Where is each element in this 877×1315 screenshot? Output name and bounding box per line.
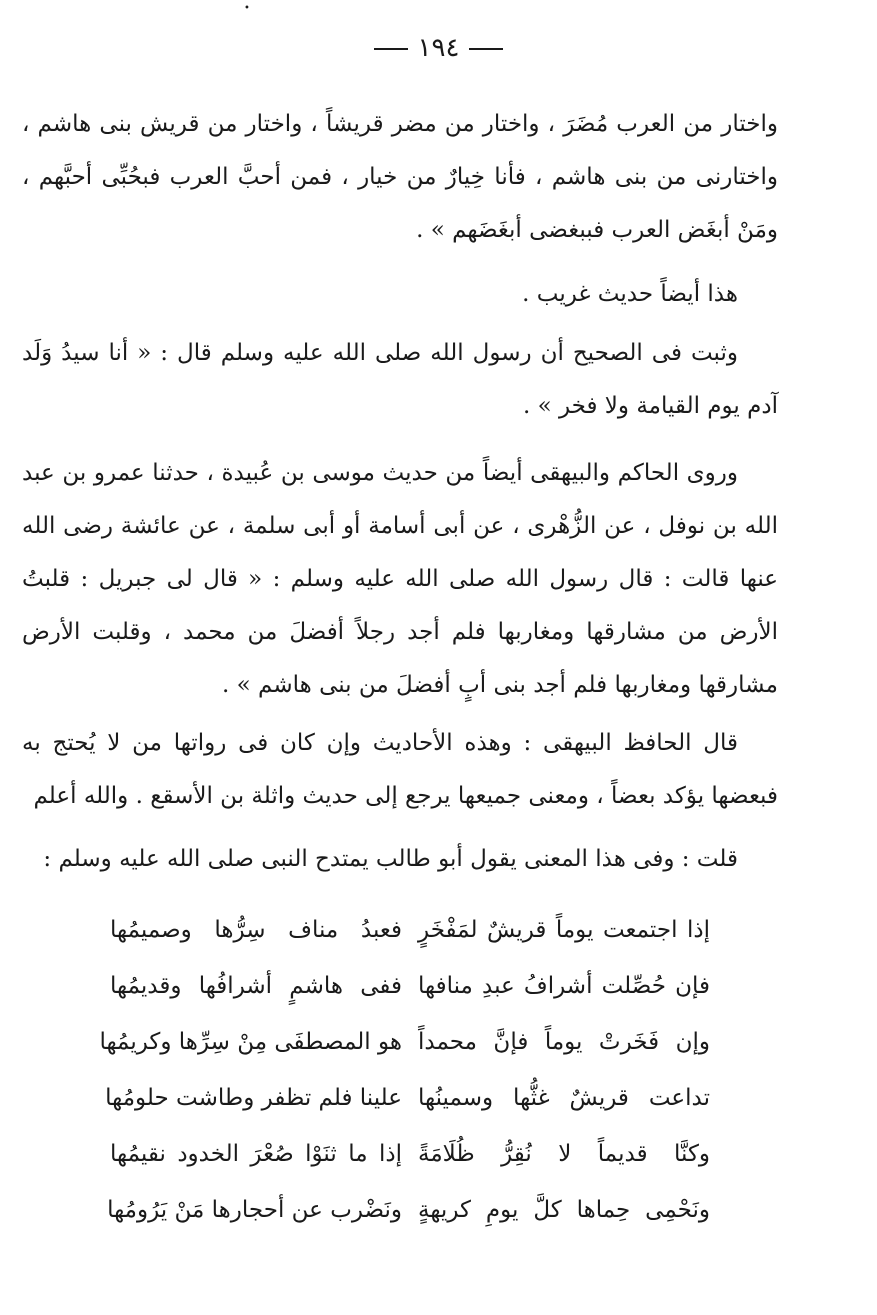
page-header: [0, 30, 877, 66]
print-speck: •: [244, 3, 250, 14]
poem-verse: [99, 1014, 710, 1070]
poem-verse: [110, 958, 710, 1014]
paragraph-gharib-note: هذا أيضاً حديث غريب .: [522, 281, 738, 307]
verse-second-hemistich: ففى هاشمٍ أشرافُها وقديمُها: [110, 973, 402, 999]
poem-verse: [105, 1070, 710, 1126]
paragraph-sayyid-hadith: وثبت فى الصحيح أن رسول الله صلى الله عليه وسلم قال : « أنا سيدُ وَلَد آدم يوم القيامة ولا فخر » .: [22, 340, 778, 419]
verse-first-hemistich: تداعت قريشٌ غثُّها وسمينُها: [418, 1085, 710, 1111]
page-number: ١٩٤: [417, 33, 460, 63]
paragraph-hadith-end: واختار من العرب مُضَرَ ، واختار من مضر قريشاً ، واختار من قريش بنى هاشم ، واختارنى من بنى هاشم ، فأنا خِيارٌ من خيار ، فمن أحبَّ العرب فبحُبِّى أحبَّهم ، ومَنْ أبغَض العرب فببغضى أبغَضَهم » .: [22, 111, 779, 243]
poem-verse: [110, 1126, 710, 1182]
poem-verse: [107, 1182, 710, 1238]
verse-second-hemistich: علينا فلم تظفر وطاشت حلومُها: [105, 1085, 402, 1111]
verse-first-hemistich: فإن حُصِّلت أشرافُ عبدِ منافها: [418, 973, 710, 999]
verse-first-hemistich: وكنَّا قديماً لا نُقِرُّ ظُلَامَةً: [418, 1141, 710, 1167]
verse-second-hemistich: إذا ما ثنَوْا صُعْرَ الخدود نقيمُها: [110, 1141, 402, 1167]
header-dash-left: [374, 48, 408, 50]
verse-first-hemistich: وإن فَخَرتْ يوماً فإنَّ محمداً: [418, 1029, 710, 1055]
paragraph-bayhaqi-comment: قال الحافظ البيهقى : وهذه الأحاديث وإن كان فى رواتها من لا يُحتج به فبعضها يؤكد بعضاً ، ومعنى جميعها يرجع إلى حديث واثلة بن الأسقع . والله أعلم: [22, 730, 778, 809]
verse-second-hemistich: فعبدُ مناف سِرُّها وصميمُها: [110, 917, 402, 943]
verse-first-hemistich: ونَحْمِى حِماها كلَّ يومِ كريهةٍ: [418, 1197, 710, 1223]
paragraph-jibril-hadith: وروى الحاكم والبيهقى أيضاً من حديث موسى بن عُبيدة ، حدثنا عمرو بن عبد الله بن نوفل ، عن الزُّهْرى ، عن أبى أسامة أو أبى سلمة ، عن عائشة رضى الله عنها قالت : قال رسول الله صلى الله عليه وسلم : « قال لى جبريل : قلبتُ الأرض من مشارقها ومغاربها فلم أجد رجلاً أفضلَ من محمد ، وقلبت الأرض مشارقها ومغاربها فلم أجد بنى أبٍ أفضلَ من بنى هاشم » .: [22, 460, 778, 698]
poem-verse: [110, 902, 710, 958]
paragraph-poem-intro: قلت : وفى هذا المعنى يقول أبو طالب يمتدح النبى صلى الله عليه وسلم :: [43, 846, 738, 872]
header-dash-right: [469, 48, 503, 50]
verse-first-hemistich: إذا اجتمعت يوماً قريشٌ لمَفْخَرٍ: [418, 917, 710, 943]
verse-second-hemistich: ونَضْرب عن أحجارها مَنْ يَرُومُها: [107, 1197, 402, 1223]
verse-second-hemistich: هو المصطفَى مِنْ سِرِّها وكريمُها: [99, 1029, 402, 1055]
